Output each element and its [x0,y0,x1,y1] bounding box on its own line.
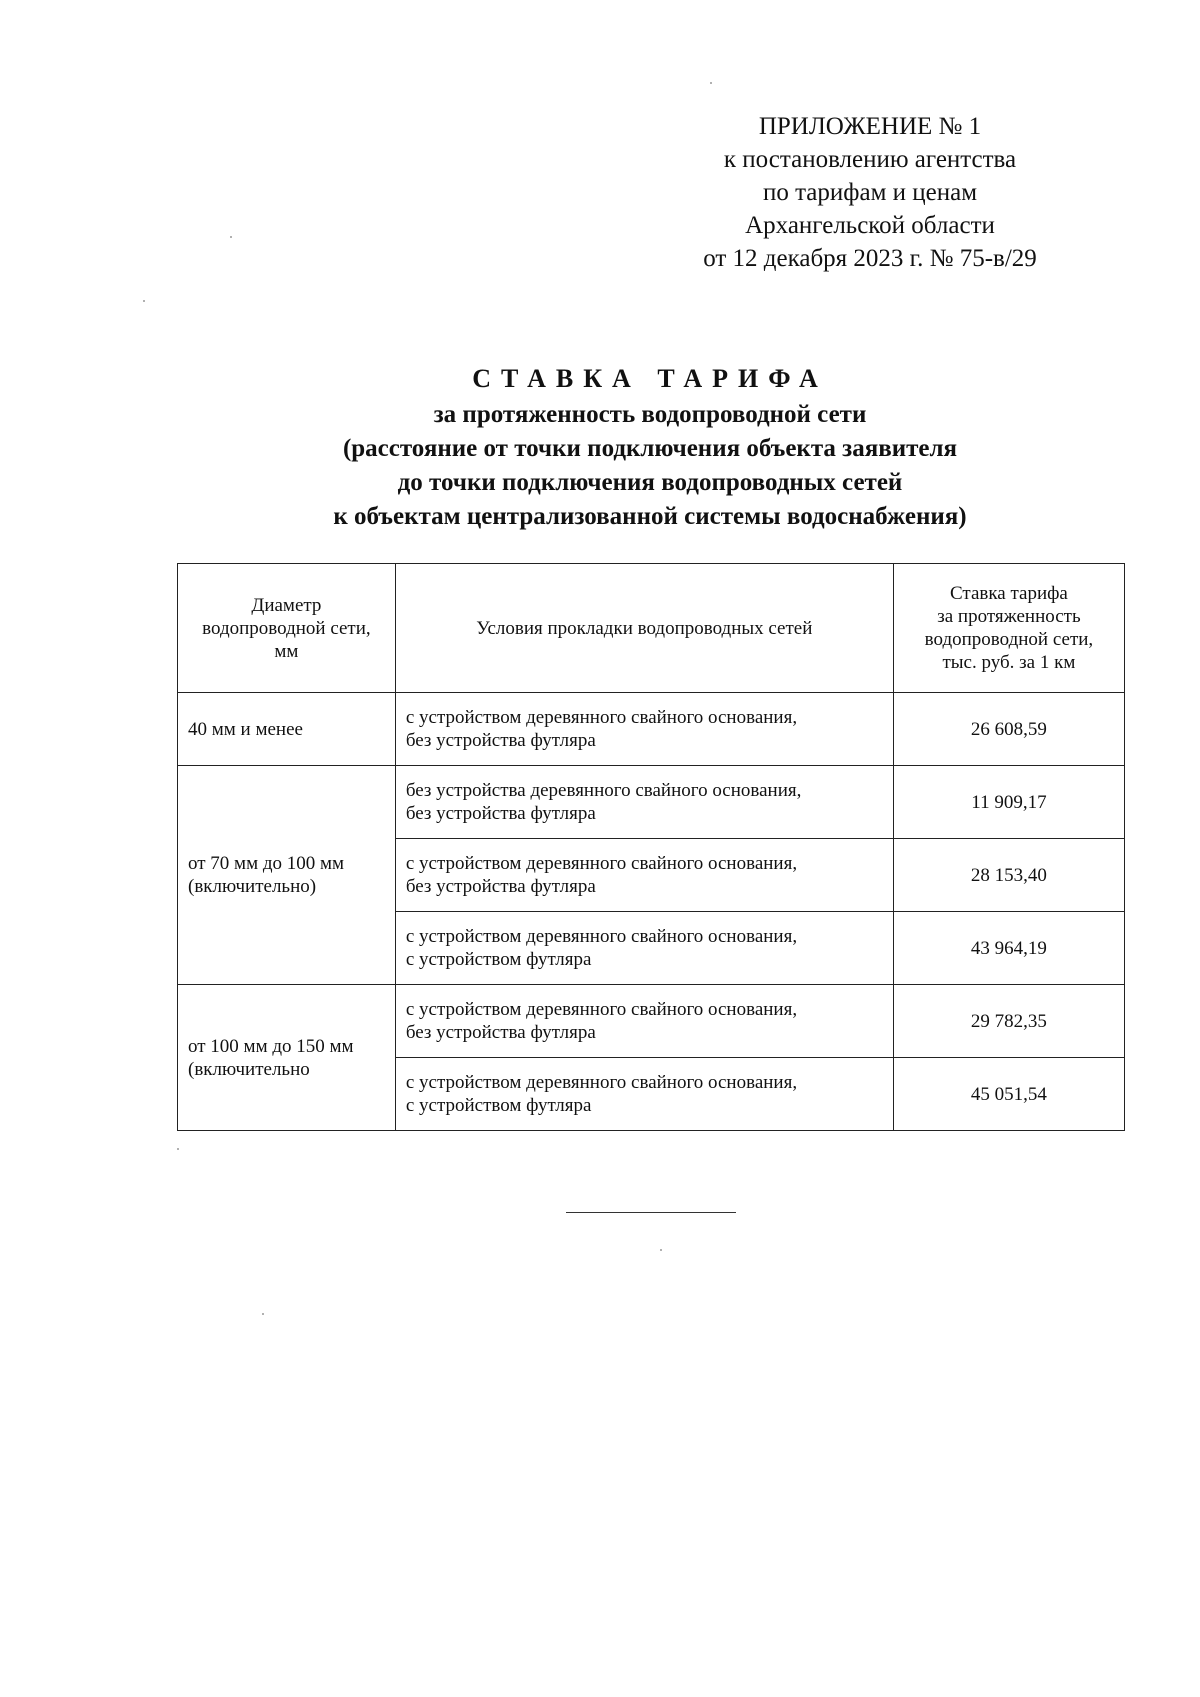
rate-cell: 29 782,35 [893,985,1124,1058]
title-line-4: к объектам централизованной системы водоснабжения) [333,503,967,530]
condition-cell [395,766,893,839]
header-rate-line: Ставка тарифа [949,583,1068,604]
diameter-line: 40 мм и менее [188,718,303,740]
condition-line: без устройства футляра [405,1022,596,1043]
condition-line: с устройством футляра [405,1095,592,1116]
header-rate-line: тыс. руб. за 1 км [942,652,1076,673]
header-diameter-line: мм [274,640,299,662]
rate-cell: 26 608,59 [893,693,1124,766]
attachment-number: ПРИЛОЖЕНИЕ № 1 [758,113,982,140]
header-rate-line: за протяженность [937,606,1081,627]
condition-line: с устройством деревянного свайного основания, [405,999,798,1020]
end-divider [566,1212,736,1213]
attachment-line-date: от 12 декабря 2023 г. № 75-в/29 [703,245,1037,272]
scan-speck [660,1249,662,1251]
header-diameter-line: Диаметр [251,594,322,616]
attachment-line-resolution: к постановлению агентства [723,146,1017,173]
tariff-table [177,563,1125,1131]
table-row [178,766,1125,839]
condition-line: с устройством деревянного свайного основания, [405,853,798,874]
rate-cell: 45 051,54 [893,1058,1124,1131]
header-conditions-text: Условия прокладки водопроводных сетей [476,617,813,639]
scan-speck [230,236,232,238]
rate-cell: 28 153,40 [893,839,1124,912]
document-title [180,362,1120,534]
diameter-line: (включительно [188,1058,310,1080]
condition-cell [395,985,893,1058]
condition-line: с устройством футляра [405,949,592,970]
diameter-cell [178,693,396,766]
condition-cell [395,839,893,912]
attachment-line-agency: по тарифам и ценам [762,179,978,206]
title-main: СТАВКА ТАРИФА [472,364,828,393]
title-line-2: (расстояние от точки подключения объекта заявителя [342,435,958,462]
header-diameter-line: водопроводной сети, [202,617,371,639]
diameter-line: от 100 мм до 150 мм [188,1035,354,1057]
diameter-cell [178,985,396,1131]
condition-line: без устройства деревянного свайного основания, [405,780,802,801]
condition-line: без устройства футляра [405,803,596,824]
header-diameter [178,564,396,693]
condition-line: без устройства футляра [405,730,596,751]
title-line-3: до точки подключения водопроводных сетей [397,469,903,496]
table-row [178,985,1125,1058]
condition-line: с устройством деревянного свайного основания, [405,1072,798,1093]
attachment-header [660,110,1080,275]
scan-speck [143,300,145,302]
header-rate-line: водопроводной сети, [924,629,1094,650]
diameter-line: (включительно) [188,876,317,897]
table-row [178,693,1125,766]
header-conditions [395,564,893,693]
diameter-line: от 70 мм до 100 мм [188,853,345,874]
condition-line: с устройством деревянного свайного основания, [405,926,798,947]
table-header-row [178,564,1125,693]
rate-cell: 43 964,19 [893,912,1124,985]
header-rate [893,564,1124,693]
condition-cell [395,1058,893,1131]
condition-line: с устройством деревянного свайного основания, [405,707,798,728]
title-line-1: за протяженность водопроводной сети [433,401,867,428]
scan-speck [710,82,712,84]
condition-cell [395,912,893,985]
diameter-cell [178,766,396,985]
scan-speck [262,1313,264,1315]
condition-cell [395,693,893,766]
attachment-line-region: Архангельской области [745,212,995,239]
rate-cell: 11 909,17 [893,766,1124,839]
scan-speck [177,1148,179,1150]
condition-line: без устройства футляра [405,876,596,897]
